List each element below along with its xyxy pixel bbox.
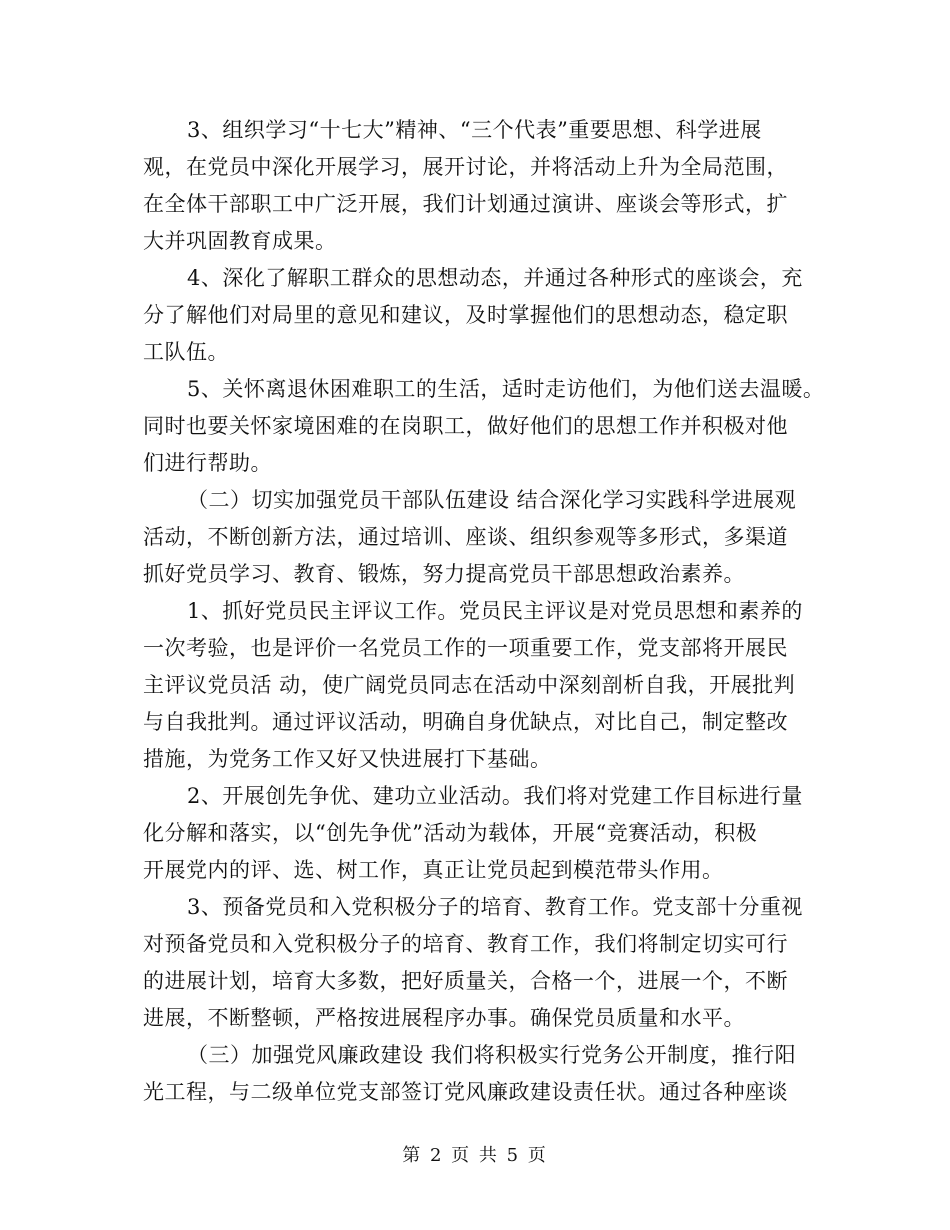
paragraph-first-line: 3、组织学习“十七大”精神、“三个代表”重要思想、科学进展 — [187, 118, 762, 142]
paragraph-line: 光工程，与二级单位党支部签订党风廉政建设责任状。通过各种座谈 — [143, 1080, 788, 1104]
paragraph-first-line: 2、开展创先争优、建功立业活动。我们将对党建工作目标进行量 — [187, 784, 803, 808]
document-body — [143, 112, 823, 1111]
paragraph-line: 大并巩固教育成果。 — [143, 229, 337, 253]
paragraph-line: 措施，为党务工作又好又快进展打下基础。 — [143, 747, 552, 771]
paragraph-line: 抓好党员学习、教育、锻炼，努力提高党员干部思想政治素养。 — [143, 562, 745, 586]
paragraph-line: 主评议党员活 动，使广阔党员同志在活动中深刻剖析自我，开展批判 — [143, 673, 796, 697]
paragraph-line: 活动，不断创新方法，通过培训、座谈、组织参观等多形式，多渠道 — [143, 525, 788, 549]
paragraph-first-line: （二）切实加强党员干部队伍建设 结合深化学习实践科学进展观 — [187, 488, 797, 512]
paragraph-first-line: （三）加强党风廉政建设 我们将积极实行党务公开制度，推行阳 — [187, 1043, 797, 1067]
paragraph-line: 对预备党员和入党积极分子的培育、教育工作，我们将制定切实可行 — [143, 932, 788, 956]
paragraph-line: 化分解和落实，以“创先争优”活动为载体，开展“竞赛活动，积极 — [143, 821, 758, 845]
paragraph-line: 工队伍。 — [143, 340, 229, 364]
paragraph-first-line: 5、关怀离退休困难职工的生活，适时走访他们，为他们送去温暖。 — [187, 377, 825, 401]
paragraph-line: 进展，不断整顿，严格按进展程序办事。确保党员质量和水平。 — [143, 1006, 745, 1030]
paragraph-line: 同时也要关怀家境困难的在岗职工，做好他们的思想工作并积极对他 — [143, 414, 788, 438]
paragraph-first-line: 1、抓好党员民主评议工作。党员民主评议是对党员思想和素养的 — [187, 599, 803, 623]
paragraph-line: 在全体干部职工中广泛开展，我们计划通过演讲、座谈会等形式，扩 — [143, 192, 788, 216]
paragraph-line: 与自我批判。通过评议活动，明确自身优缺点，对比自己，制定整改 — [143, 710, 788, 734]
page-footer: 第 2 页 共 5 页 — [402, 1145, 548, 1166]
paragraph-line: 分了解他们对局里的意见和建议，及时掌握他们的思想动态，稳定职 — [143, 303, 788, 327]
paragraph-first-line: 4、深化了解职工群众的思想动态，并通过各种形式的座谈会，充 — [187, 266, 803, 290]
paragraph-first-line: 3、预备党员和入党积极分子的培育、教育工作。党支部十分重视 — [187, 895, 803, 919]
paragraph-line: 一次考验，也是评价一名党员工作的一项重要工作，党支部将开展民 — [143, 636, 788, 660]
paragraph-line: 们进行帮助。 — [143, 451, 272, 475]
paragraph-line: 的进展计划，培育大多数，把好质量关，合格一个，进展一个，不断 — [143, 969, 788, 993]
paragraph-line: 开展党内的评、选、树工作，真正让党员起到模范带头作用。 — [143, 858, 724, 882]
paragraph-line: 观，在党员中深化开展学习，展开讨论，并将活动上升为全局范围， — [143, 155, 788, 179]
